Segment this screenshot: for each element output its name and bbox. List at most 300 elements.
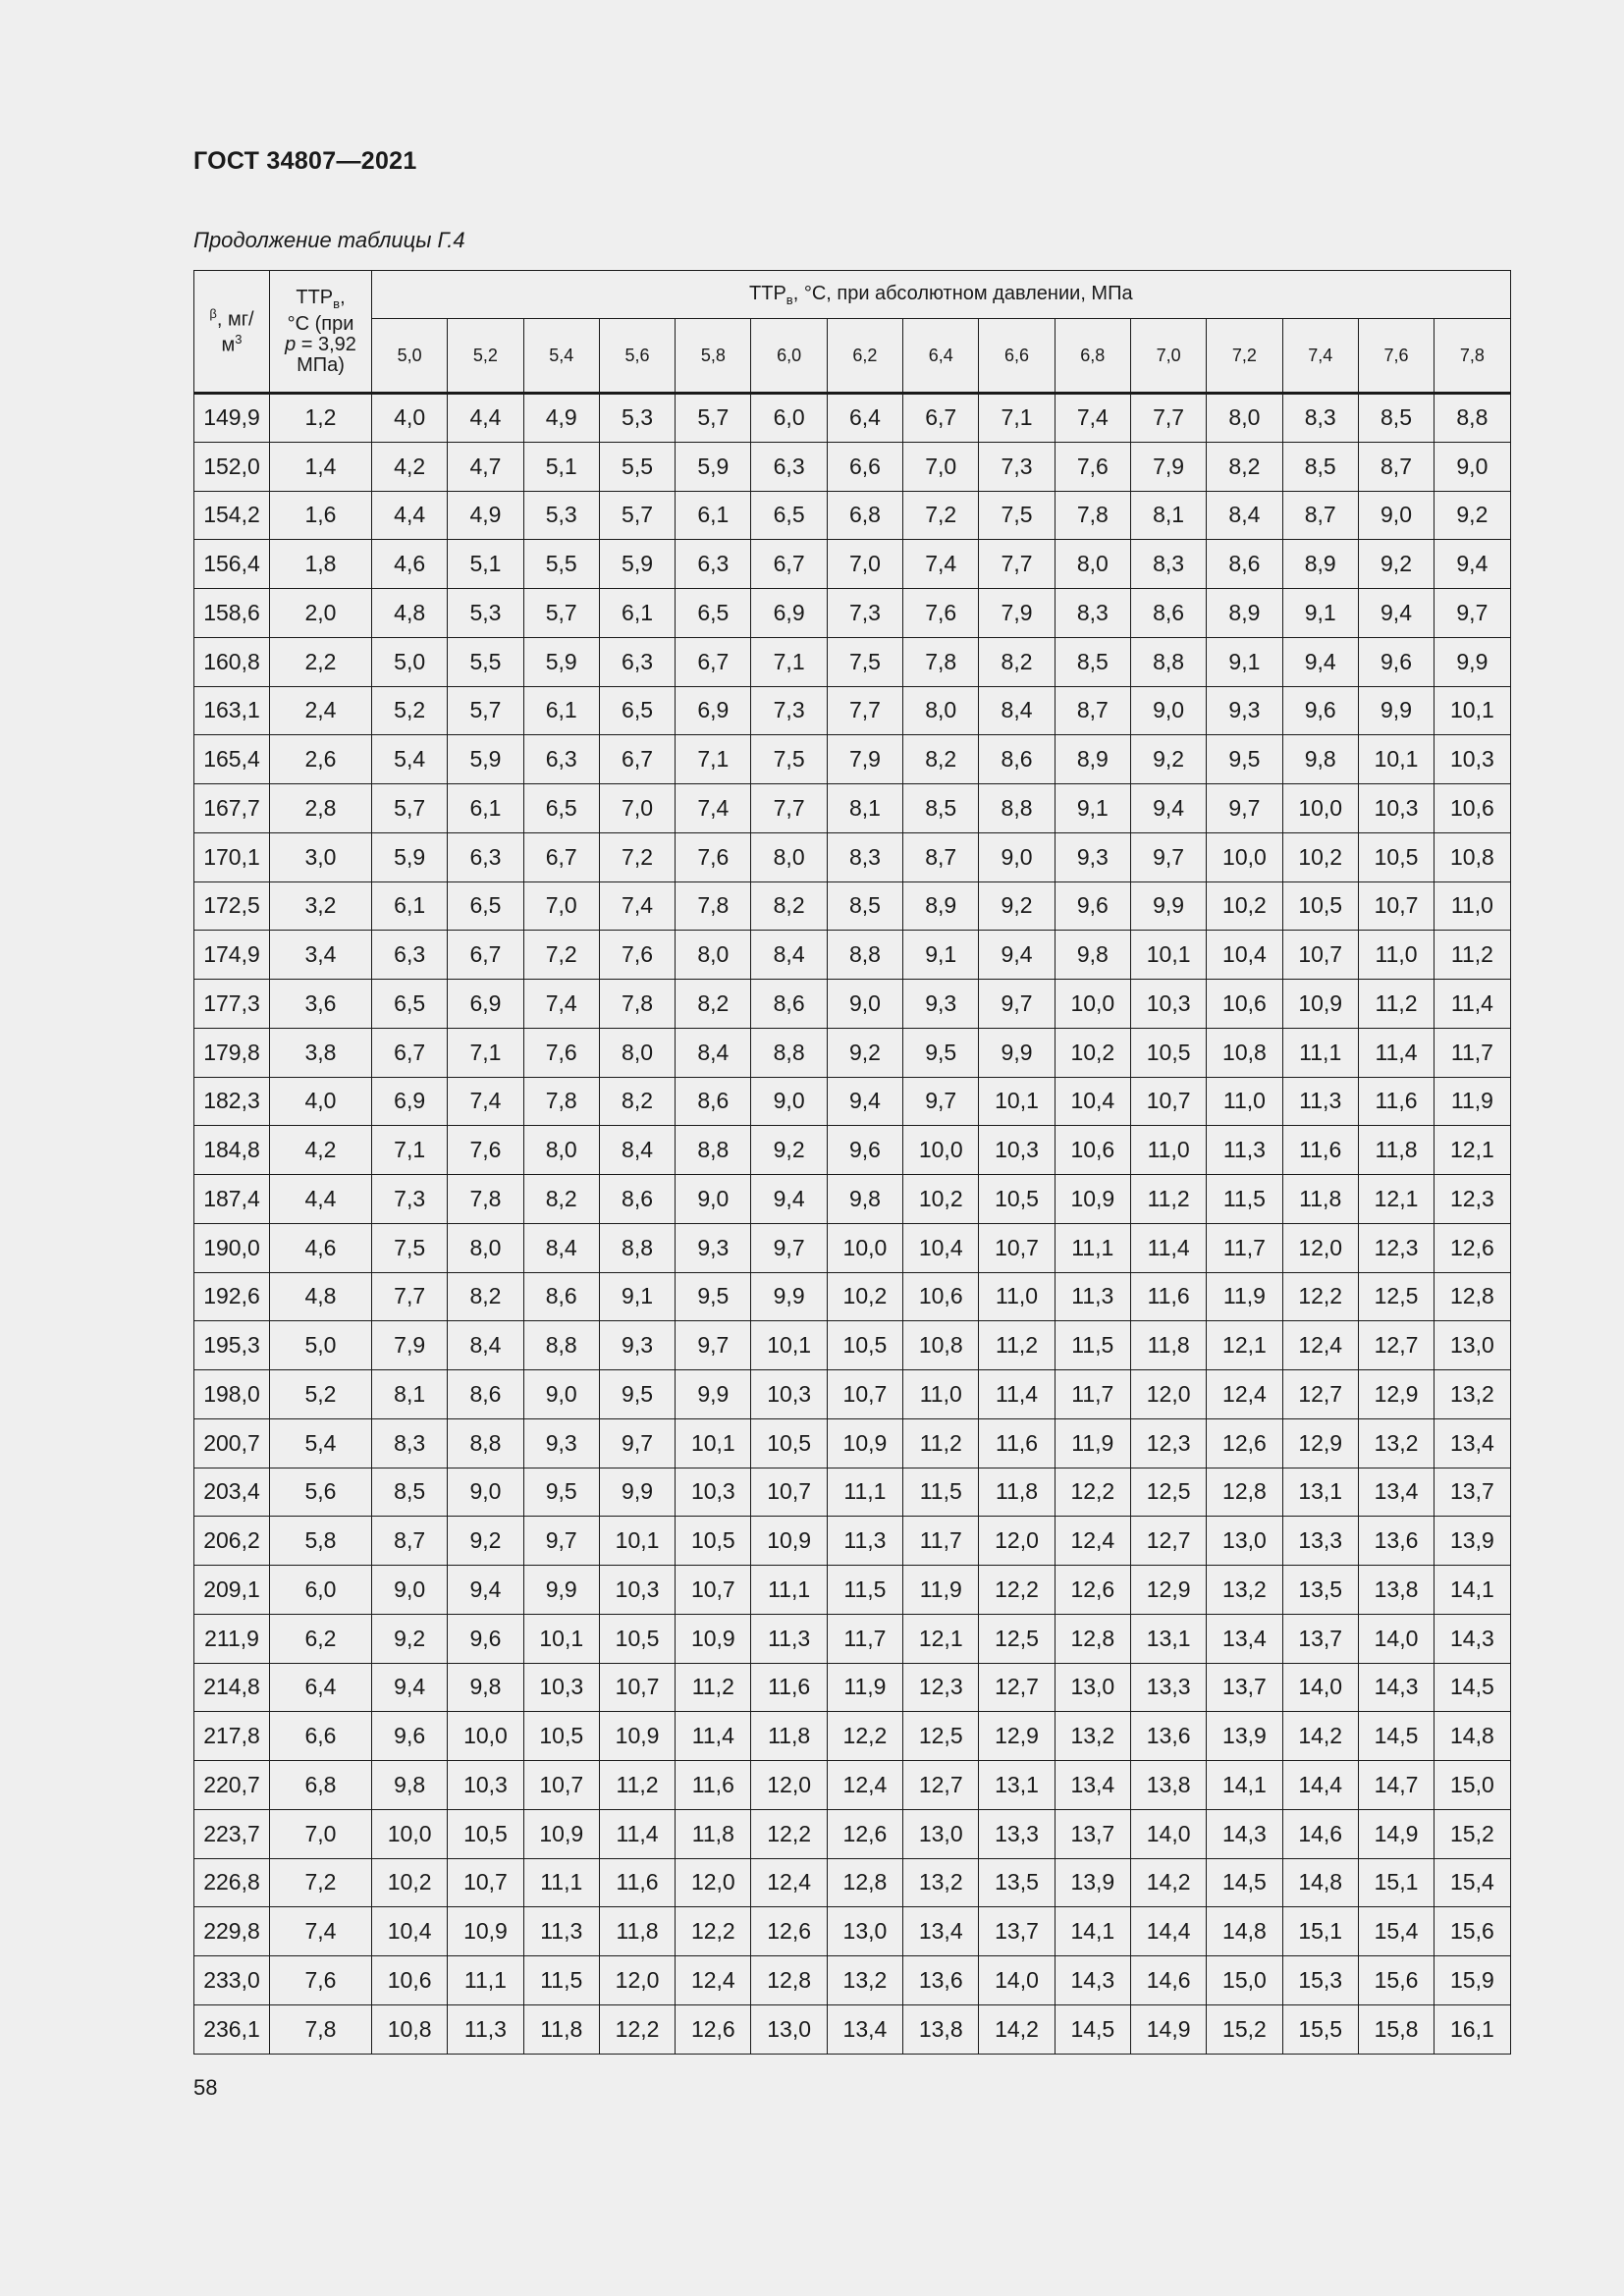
cell-value: 11,2 (903, 1418, 979, 1468)
cell-value: 8,8 (523, 1321, 599, 1370)
cell-value: 7,4 (448, 1077, 523, 1126)
cell-value: 7,6 (448, 1126, 523, 1175)
cell-value: 13,4 (1435, 1418, 1510, 1468)
cell-value: 4,8 (372, 589, 448, 638)
cell-value: 10,2 (372, 1858, 448, 1907)
cell-value: 8,1 (372, 1370, 448, 1419)
cell-value: 5,2 (372, 686, 448, 735)
table-row (194, 931, 1511, 980)
cell-value: 8,2 (523, 1175, 599, 1224)
cell-value: 8,6 (448, 1370, 523, 1419)
cell-value: 14,3 (1358, 1663, 1434, 1712)
cell-value: 12,2 (676, 1907, 751, 1956)
cell-ttr-ref: 4,8 (270, 1272, 372, 1321)
cell-value: 12,4 (1207, 1370, 1282, 1419)
cell-value: 12,8 (1435, 1272, 1510, 1321)
cell-value: 6,7 (448, 931, 523, 980)
cell-value: 4,4 (372, 491, 448, 540)
cell-value: 10,0 (1282, 784, 1358, 833)
cell-value: 8,6 (523, 1272, 599, 1321)
cell-value: 11,1 (1282, 1028, 1358, 1077)
cell-value: 9,3 (903, 980, 979, 1029)
cell-value: 10,2 (1055, 1028, 1130, 1077)
header-ttr-ref: $ТТР_в$, °С (при р = 3,92 МПа) (270, 271, 372, 394)
cell-concentration: 217,8 (194, 1712, 270, 1761)
cell-value: 8,0 (751, 832, 827, 881)
cell-value: 9,7 (1435, 589, 1510, 638)
cell-value: 10,5 (1130, 1028, 1206, 1077)
cell-value: 4,6 (372, 540, 448, 589)
cell-value: 6,5 (372, 980, 448, 1029)
cell-value: 10,1 (979, 1077, 1055, 1126)
cell-value: 11,2 (1358, 980, 1434, 1029)
cell-value: 12,1 (1207, 1321, 1282, 1370)
cell-value: 11,9 (903, 1566, 979, 1615)
cell-value: 7,0 (523, 881, 599, 931)
cell-value: 8,6 (979, 735, 1055, 784)
cell-value: 9,1 (1055, 784, 1130, 833)
cell-value: 8,2 (676, 980, 751, 1029)
cell-value: 10,1 (676, 1418, 751, 1468)
cell-value: 8,5 (1055, 637, 1130, 686)
cell-value: 11,8 (1130, 1321, 1206, 1370)
cell-value: 10,3 (676, 1468, 751, 1517)
cell-value: 7,6 (903, 589, 979, 638)
header-pressure: 6,2 (827, 319, 902, 394)
cell-value: 10,3 (1435, 735, 1510, 784)
cell-value: 9,0 (751, 1077, 827, 1126)
cell-value: 13,9 (1435, 1517, 1510, 1566)
cell-ttr-ref: 6,4 (270, 1663, 372, 1712)
cell-value: 5,9 (523, 637, 599, 686)
cell-concentration: 220,7 (194, 1761, 270, 1810)
cell-value: 12,6 (1435, 1223, 1510, 1272)
cell-value: 10,9 (1282, 980, 1358, 1029)
cell-value: 15,4 (1435, 1858, 1510, 1907)
cell-value: 9,7 (1207, 784, 1282, 833)
cell-value: 11,2 (979, 1321, 1055, 1370)
cell-value: 5,3 (599, 394, 675, 443)
cell-value: 5,7 (372, 784, 448, 833)
cell-value: 9,4 (1282, 637, 1358, 686)
cell-ttr-ref: 7,0 (270, 1809, 372, 1858)
cell-ttr-ref: 2,0 (270, 589, 372, 638)
cell-ttr-ref: 1,6 (270, 491, 372, 540)
cell-value: 7,7 (751, 784, 827, 833)
cell-value: 12,2 (827, 1712, 902, 1761)
header-row-pressures (194, 319, 1511, 394)
cell-value: 10,0 (372, 1809, 448, 1858)
cell-value: 11,1 (1055, 1223, 1130, 1272)
cell-value: 6,5 (751, 491, 827, 540)
table-row (194, 881, 1511, 931)
cell-value: 11,2 (1435, 931, 1510, 980)
cell-value: 11,6 (1130, 1272, 1206, 1321)
cell-value: 8,1 (1130, 491, 1206, 540)
cell-value: 13,7 (1282, 1614, 1358, 1663)
cell-value: 9,8 (448, 1663, 523, 1712)
cell-value: 12,2 (599, 2004, 675, 2054)
cell-value: 8,2 (979, 637, 1055, 686)
cell-value: 7,2 (599, 832, 675, 881)
cell-value: 8,2 (751, 881, 827, 931)
cell-value: 13,2 (1358, 1418, 1434, 1468)
header-pressure: 6,8 (1055, 319, 1130, 394)
cell-value: 6,5 (523, 784, 599, 833)
cell-value: 10,1 (599, 1517, 675, 1566)
cell-value: 12,9 (979, 1712, 1055, 1761)
cell-ttr-ref: 3,6 (270, 980, 372, 1029)
cell-concentration: 170,1 (194, 832, 270, 881)
cell-value: 7,1 (979, 394, 1055, 443)
cell-value: 6,5 (599, 686, 675, 735)
cell-value: 14,9 (1130, 2004, 1206, 2054)
cell-value: 8,4 (676, 1028, 751, 1077)
cell-value: 9,9 (599, 1468, 675, 1517)
cell-value: 9,5 (523, 1468, 599, 1517)
cell-value: 7,4 (523, 980, 599, 1029)
cell-value: 11,3 (751, 1614, 827, 1663)
cell-value: 12,0 (1282, 1223, 1358, 1272)
cell-concentration: 167,7 (194, 784, 270, 833)
cell-value: 11,2 (1130, 1175, 1206, 1224)
cell-value: 6,1 (599, 589, 675, 638)
table-row (194, 1272, 1511, 1321)
cell-value: 13,4 (1055, 1761, 1130, 1810)
table-row (194, 1418, 1511, 1468)
cell-value: 10,8 (1435, 832, 1510, 881)
cell-value: 7,8 (903, 637, 979, 686)
cell-value: 7,7 (827, 686, 902, 735)
table-row (194, 394, 1511, 443)
cell-value: 14,4 (1130, 1907, 1206, 1956)
cell-value: 14,0 (1282, 1663, 1358, 1712)
cell-value: 9,0 (523, 1370, 599, 1419)
cell-value: 12,5 (903, 1712, 979, 1761)
cell-value: 9,4 (827, 1077, 902, 1126)
cell-value: 7,6 (676, 832, 751, 881)
cell-value: 6,1 (372, 881, 448, 931)
cell-value: 4,2 (372, 442, 448, 491)
cell-value: 11,6 (1358, 1077, 1434, 1126)
cell-value: 7,6 (1055, 442, 1130, 491)
page-number: 58 (193, 2075, 218, 2100)
cell-value: 9,0 (372, 1566, 448, 1615)
table-row (194, 2004, 1511, 2054)
cell-value: 4,0 (372, 394, 448, 443)
cell-value: 12,3 (1130, 1418, 1206, 1468)
cell-value: 6,9 (448, 980, 523, 1029)
cell-value: 10,4 (372, 1907, 448, 1956)
cell-value: 10,0 (827, 1223, 902, 1272)
cell-value: 11,4 (1130, 1223, 1206, 1272)
cell-value: 11,0 (979, 1272, 1055, 1321)
cell-value: 7,3 (979, 442, 1055, 491)
cell-value: 12,0 (599, 1956, 675, 2005)
cell-value: 15,3 (1282, 1956, 1358, 2005)
cell-value: 11,9 (1207, 1272, 1282, 1321)
cell-value: 15,0 (1435, 1761, 1510, 1810)
table-row (194, 491, 1511, 540)
cell-concentration: 177,3 (194, 980, 270, 1029)
cell-value: 9,6 (827, 1126, 902, 1175)
cell-value: 10,5 (448, 1809, 523, 1858)
cell-ttr-ref: 6,2 (270, 1614, 372, 1663)
cell-value: 13,5 (979, 1858, 1055, 1907)
cell-ttr-ref: 2,6 (270, 735, 372, 784)
cell-value: 8,3 (827, 832, 902, 881)
cell-value: 11,9 (1055, 1418, 1130, 1468)
cell-value: 7,3 (827, 589, 902, 638)
cell-concentration: 152,0 (194, 442, 270, 491)
cell-value: 8,3 (1055, 589, 1130, 638)
cell-value: 6,7 (676, 637, 751, 686)
cell-value: 8,8 (751, 1028, 827, 1077)
cell-value: 12,2 (1055, 1468, 1130, 1517)
cell-value: 5,9 (448, 735, 523, 784)
cell-ttr-ref: 5,8 (270, 1517, 372, 1566)
cell-value: 6,5 (676, 589, 751, 638)
cell-value: 10,7 (1358, 881, 1434, 931)
cell-value: 5,5 (599, 442, 675, 491)
cell-value: 9,3 (1055, 832, 1130, 881)
cell-value: 9,3 (523, 1418, 599, 1468)
cell-ttr-ref: 5,2 (270, 1370, 372, 1419)
cell-ttr-ref: 2,4 (270, 686, 372, 735)
table-row (194, 589, 1511, 638)
cell-value: 11,6 (1282, 1126, 1358, 1175)
cell-value: 11,1 (751, 1566, 827, 1615)
table-row (194, 1712, 1511, 1761)
cell-value: 8,2 (448, 1272, 523, 1321)
cell-value: 10,4 (1207, 931, 1282, 980)
cell-value: 14,8 (1207, 1907, 1282, 1956)
cell-value: 14,9 (1358, 1809, 1434, 1858)
cell-value: 10,9 (448, 1907, 523, 1956)
cell-value: 10,7 (751, 1468, 827, 1517)
table-row (194, 1223, 1511, 1272)
cell-value: 11,5 (1207, 1175, 1282, 1224)
cell-ttr-ref: 7,8 (270, 2004, 372, 2054)
cell-value: 10,3 (751, 1370, 827, 1419)
cell-value: 9,3 (676, 1223, 751, 1272)
cell-value: 11,3 (1055, 1272, 1130, 1321)
cell-ttr-ref: 3,0 (270, 832, 372, 881)
cell-ttr-ref: 3,4 (270, 931, 372, 980)
cell-value: 10,9 (599, 1712, 675, 1761)
cell-value: 10,9 (1055, 1175, 1130, 1224)
cell-value: 8,2 (1207, 442, 1282, 491)
cell-value: 6,8 (827, 491, 902, 540)
cell-value: 5,4 (372, 735, 448, 784)
cell-value: 8,5 (903, 784, 979, 833)
cell-value: 13,2 (1435, 1370, 1510, 1419)
cell-value: 11,4 (599, 1809, 675, 1858)
cell-value: 10,2 (1207, 881, 1282, 931)
cell-value: 13,8 (903, 2004, 979, 2054)
cell-value: 12,8 (827, 1858, 902, 1907)
cell-value: 10,2 (1282, 832, 1358, 881)
cell-value: 12,1 (903, 1614, 979, 1663)
cell-concentration: 211,9 (194, 1614, 270, 1663)
cell-value: 8,8 (1435, 394, 1510, 443)
cell-value: 9,2 (1358, 540, 1434, 589)
cell-value: 10,6 (1055, 1126, 1130, 1175)
header-pressure: 5,6 (599, 319, 675, 394)
cell-value: 14,5 (1435, 1663, 1510, 1712)
cell-value: 8,4 (1207, 491, 1282, 540)
cell-value: 4,7 (448, 442, 523, 491)
cell-concentration: 160,8 (194, 637, 270, 686)
cell-value: 8,4 (448, 1321, 523, 1370)
cell-value: 9,7 (979, 980, 1055, 1029)
cell-value: 8,0 (676, 931, 751, 980)
cell-value: 9,9 (676, 1370, 751, 1419)
table-row (194, 637, 1511, 686)
cell-value: 13,4 (1358, 1468, 1434, 1517)
cell-value: 9,2 (1435, 491, 1510, 540)
cell-value: 11,6 (599, 1858, 675, 1907)
cell-value: 11,7 (1055, 1370, 1130, 1419)
cell-value: 10,5 (599, 1614, 675, 1663)
cell-value: 4,4 (448, 394, 523, 443)
cell-value: 13,6 (903, 1956, 979, 2005)
cell-value: 13,2 (827, 1956, 902, 2005)
cell-value: 8,2 (903, 735, 979, 784)
cell-value: 13,3 (979, 1809, 1055, 1858)
cell-value: 7,8 (448, 1175, 523, 1224)
cell-value: 6,1 (676, 491, 751, 540)
cell-concentration: 179,8 (194, 1028, 270, 1077)
cell-value: 8,4 (599, 1126, 675, 1175)
header-pressure: 7,8 (1435, 319, 1510, 394)
cell-value: 7,4 (903, 540, 979, 589)
table-row (194, 686, 1511, 735)
header-pressure: 6,0 (751, 319, 827, 394)
cell-value: 10,0 (1055, 980, 1130, 1029)
header-row-group (194, 271, 1511, 319)
cell-value: 7,7 (1130, 394, 1206, 443)
cell-concentration: 182,3 (194, 1077, 270, 1126)
cell-value: 12,6 (827, 1809, 902, 1858)
cell-value: 5,3 (448, 589, 523, 638)
cell-value: 10,7 (979, 1223, 1055, 1272)
cell-value: 12,0 (751, 1761, 827, 1810)
table-row (194, 1663, 1511, 1712)
cell-value: 8,9 (1055, 735, 1130, 784)
cell-value: 9,7 (523, 1517, 599, 1566)
cell-value: 10,5 (523, 1712, 599, 1761)
cell-value: 8,0 (903, 686, 979, 735)
cell-value: 11,5 (1055, 1321, 1130, 1370)
cell-value: 12,5 (1358, 1272, 1434, 1321)
cell-value: 9,0 (1435, 442, 1510, 491)
cell-value: 13,0 (751, 2004, 827, 2054)
cell-value: 14,2 (1130, 1858, 1206, 1907)
cell-value: 10,8 (903, 1321, 979, 1370)
cell-value: 15,5 (1282, 2004, 1358, 2054)
cell-value: 5,1 (523, 442, 599, 491)
cell-value: 9,9 (1358, 686, 1434, 735)
cell-value: 11,0 (1130, 1126, 1206, 1175)
cell-value: 11,7 (1207, 1223, 1282, 1272)
cell-value: 10,0 (1207, 832, 1282, 881)
cell-value: 13,9 (1207, 1712, 1282, 1761)
cell-value: 13,2 (1055, 1712, 1130, 1761)
cell-value: 8,6 (751, 980, 827, 1029)
cell-value: 9,4 (448, 1566, 523, 1615)
cell-value: 8,5 (372, 1468, 448, 1517)
cell-value: 11,0 (1207, 1077, 1282, 1126)
cell-value: 6,3 (523, 735, 599, 784)
cell-value: 15,1 (1282, 1907, 1358, 1956)
data-table (193, 270, 1511, 2055)
cell-value: 13,8 (1130, 1761, 1206, 1810)
cell-value: 13,0 (827, 1907, 902, 1956)
cell-value: 11,5 (903, 1468, 979, 1517)
cell-value: 8,0 (448, 1223, 523, 1272)
cell-value: 11,8 (676, 1809, 751, 1858)
cell-value: 7,7 (979, 540, 1055, 589)
cell-value: 6,4 (827, 394, 902, 443)
cell-value: 6,6 (827, 442, 902, 491)
table-row (194, 1175, 1511, 1224)
cell-value: 5,3 (523, 491, 599, 540)
cell-value: 12,8 (751, 1956, 827, 2005)
cell-value: 4,9 (448, 491, 523, 540)
cell-value: 9,9 (979, 1028, 1055, 1077)
cell-value: 10,3 (1130, 980, 1206, 1029)
table-row (194, 1809, 1511, 1858)
cell-value: 9,9 (1130, 881, 1206, 931)
cell-value: 13,7 (1207, 1663, 1282, 1712)
cell-value: 7,9 (372, 1321, 448, 1370)
cell-value: 10,5 (751, 1418, 827, 1468)
table-row (194, 1858, 1511, 1907)
cell-value: 7,4 (676, 784, 751, 833)
cell-value: 8,8 (1130, 637, 1206, 686)
header-pressure: 5,0 (372, 319, 448, 394)
header-pressure: 7,6 (1358, 319, 1434, 394)
cell-value: 9,1 (1282, 589, 1358, 638)
cell-value: 6,9 (751, 589, 827, 638)
cell-value: 9,9 (523, 1566, 599, 1615)
cell-ttr-ref: 6,8 (270, 1761, 372, 1810)
cell-value: 13,2 (1207, 1566, 1282, 1615)
cell-value: 13,3 (1282, 1517, 1358, 1566)
cell-ttr-ref: 2,8 (270, 784, 372, 833)
cell-value: 8,8 (827, 931, 902, 980)
cell-value: 8,3 (1130, 540, 1206, 589)
cell-value: 9,2 (1130, 735, 1206, 784)
cell-value: 8,5 (1282, 442, 1358, 491)
table-row (194, 1468, 1511, 1517)
cell-value: 10,1 (751, 1321, 827, 1370)
cell-value: 6,1 (448, 784, 523, 833)
cell-value: 11,7 (1435, 1028, 1510, 1077)
cell-concentration: 158,6 (194, 589, 270, 638)
cell-value: 12,5 (1130, 1468, 1206, 1517)
cell-concentration: 226,8 (194, 1858, 270, 1907)
cell-value: 14,5 (1055, 2004, 1130, 2054)
table-row (194, 980, 1511, 1029)
cell-value: 12,0 (979, 1517, 1055, 1566)
cell-value: 15,2 (1207, 2004, 1282, 2054)
cell-value: 10,7 (448, 1858, 523, 1907)
cell-value: 12,3 (903, 1663, 979, 1712)
cell-value: 6,5 (448, 881, 523, 931)
cell-value: 5,7 (599, 491, 675, 540)
